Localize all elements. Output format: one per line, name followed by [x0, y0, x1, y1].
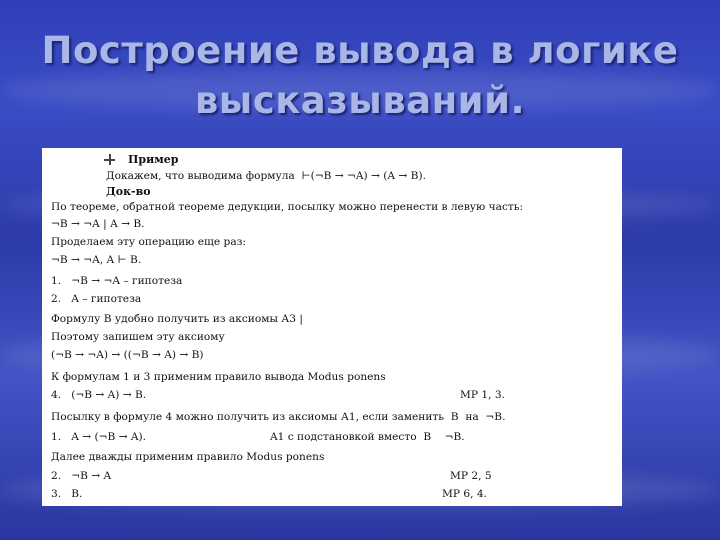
proof-line: 1. A → (¬B → A).: [51, 431, 147, 443]
heading-example: Пример: [128, 153, 179, 166]
proof-line: 4. (¬B → A) → B.: [51, 389, 147, 401]
proof-line: 2. A – гипотеза: [51, 293, 142, 305]
note-mp64: MP 6, 4.: [442, 488, 487, 500]
proof-line: 1. ¬B → ¬A – гипотеза: [51, 275, 183, 287]
bullet-cross-icon: [104, 154, 115, 165]
proof-line: К формулам 1 и 3 применим правило вывода Modus ponens: [51, 371, 386, 383]
proof-content: [42, 148, 622, 506]
proof-line: Поэтому запишем эту аксиому: [51, 331, 225, 343]
proof-line: ¬B → ¬A, A ⊢ B.: [51, 254, 142, 266]
heading-proof: Док-во: [106, 185, 151, 198]
proof-line: Формулу B удобно получить из аксиомы А3 |: [51, 313, 303, 325]
note-mp13: MP 1, 3.: [460, 389, 505, 401]
proof-line: ¬B → ¬A | A → B.: [51, 218, 145, 230]
prove-statement: Докажем, что выводима формула ⊢(¬B → ¬A) → (A → B).: [106, 170, 426, 182]
note-a1-subst: A1 с подстановкой вместо B ¬B.: [270, 431, 465, 443]
proof-line: Проделаем эту операцию еще раз:: [51, 236, 246, 248]
proof-line: (¬B → ¬A) → ((¬B → A) → B): [51, 349, 204, 361]
proof-line: Далее дважды применим правило Modus ponens: [51, 451, 325, 463]
note-mp25: MP 2, 5: [450, 470, 492, 482]
proof-line: Посылку в формуле 4 можно получить из аксиомы А1, если заменить B на ¬B.: [51, 411, 506, 423]
proof-line: По теореме, обратной теореме дедукции, посылку можно перенести в левую часть:: [51, 201, 524, 213]
slide-title-line1: Построение вывода в логике: [41, 29, 679, 72]
proof-line: 2. ¬B → A: [51, 470, 112, 482]
slide-title: [0, 26, 720, 126]
proof-line: 3. B.: [51, 488, 83, 500]
slide-title-line2: высказываний.: [194, 79, 526, 122]
